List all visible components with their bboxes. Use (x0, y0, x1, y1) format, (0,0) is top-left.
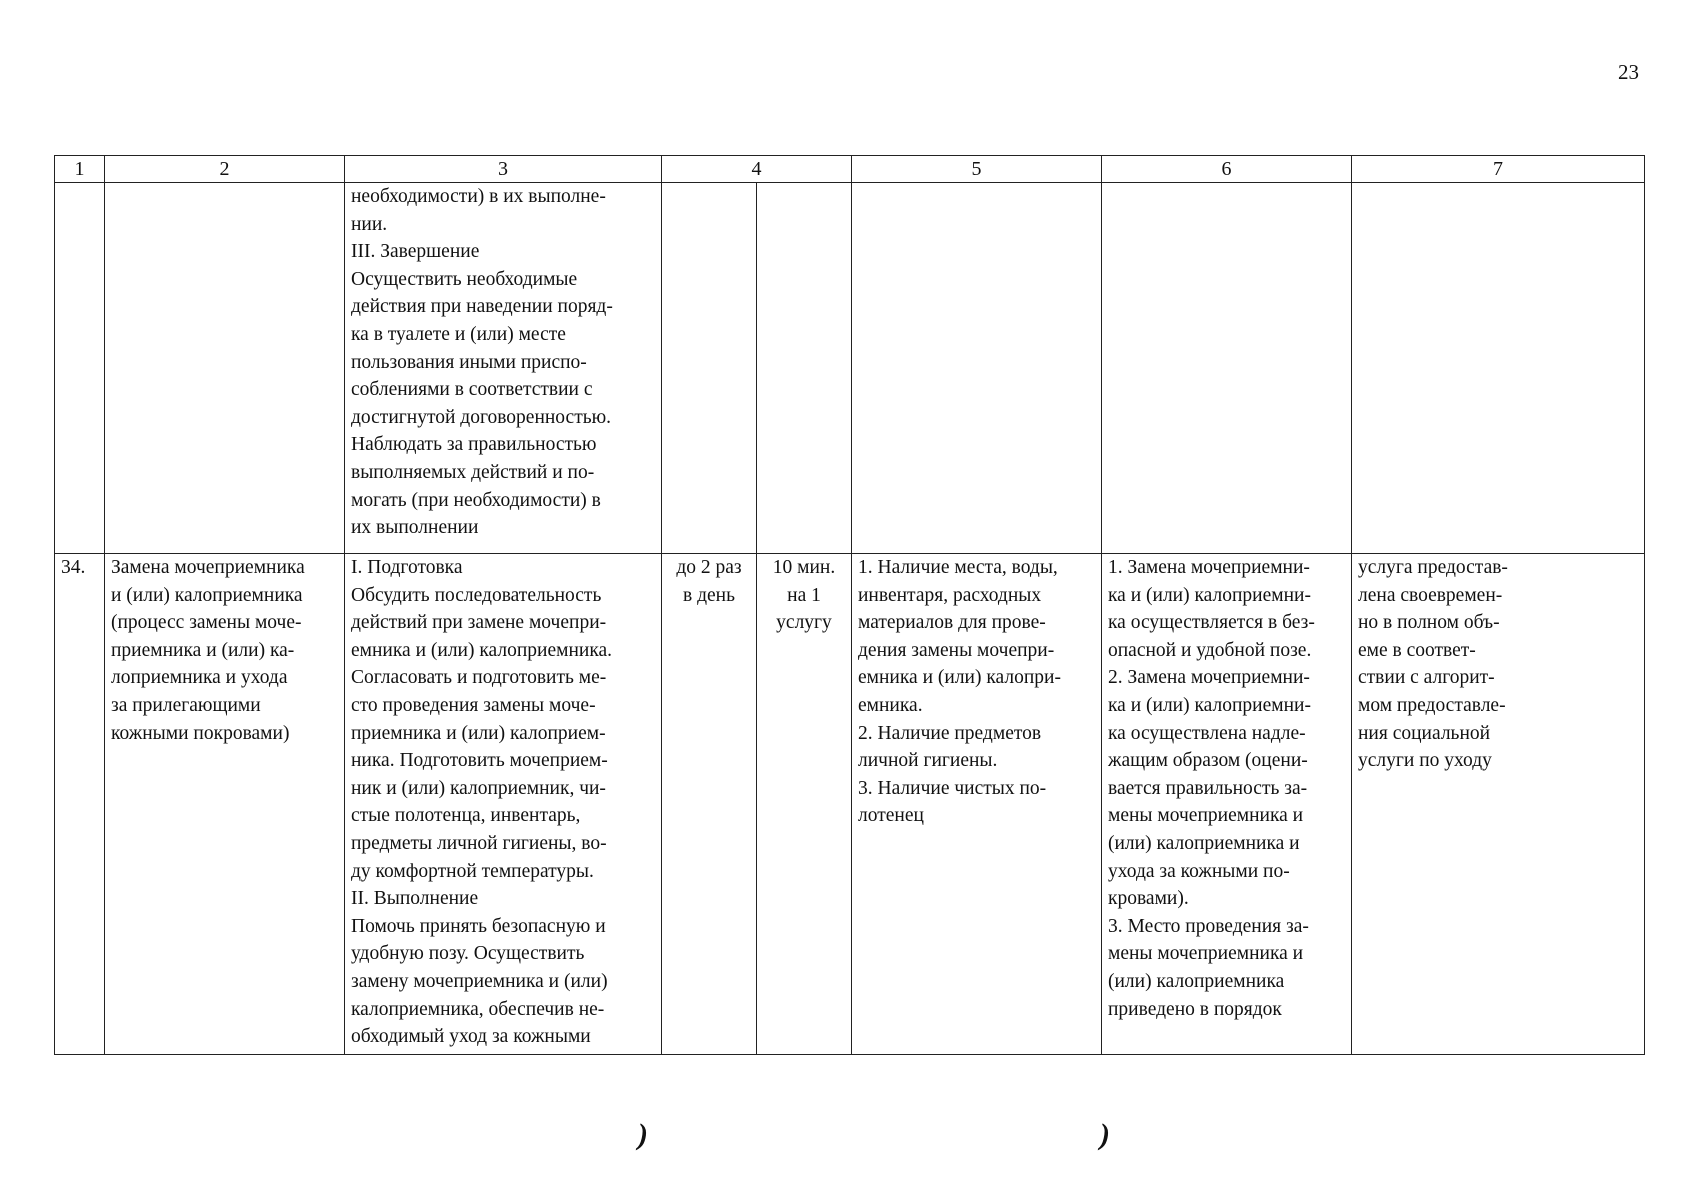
column-header: 2 (105, 156, 345, 183)
column-header: 7 (1352, 156, 1645, 183)
page-number: 23 (1618, 60, 1639, 84)
empty-cell (852, 183, 1102, 554)
handwritten-mark: ) (1100, 1118, 1110, 1151)
handwritten-mark: ) (638, 1118, 648, 1151)
empty-cell (662, 183, 757, 554)
evaluation-cell: услуга предостав- лена своевремен- но в полном объ- eме в соответ- ствии с алгорит- мом предоставле- ния социальной услуги по уходу (1352, 554, 1645, 1055)
procedure-cell: необходимости) в их выполне- нии. III. Завершение Осуществить необходимые действия при наведении поряд- ка в туалете и (или) месте пользования иными приспо- соблениями в соответствии с достигнутой договоренностью. Наблюдать за правильностью выполняемых действий и по- могать (при необходимости) в их выполнении (345, 183, 662, 554)
empty-cell (1102, 183, 1352, 554)
duration-cell: 10 мин. на 1 услугу (757, 554, 852, 1055)
column-header: 1 (55, 156, 105, 183)
table-row (55, 554, 1645, 1055)
empty-cell (757, 183, 852, 554)
empty-cell (55, 183, 105, 554)
frequency-cell: до 2 раз в день (662, 554, 757, 1055)
empty-cell (1352, 183, 1645, 554)
service-name-cell: Замена мочеприемника и (или) калоприемника (процесс замены моче- приемника и (или) ка- лоприемника и ухода за прилегающими кожными покровами) (105, 554, 345, 1055)
continuation-row (55, 183, 1645, 554)
column-header: 4 (662, 156, 852, 183)
conditions-cell: 1. Наличие места, воды, инвентаря, расходных материалов для прове- дения замены мочепри- емника и (или) калопри- емника. 2. Наличие предметов личной гигиены. 3. Наличие чистых по- лотенец (852, 554, 1102, 1055)
column-header: 5 (852, 156, 1102, 183)
column-number-row (55, 156, 1645, 183)
procedure-cell: I. Подготовка Обсудить последовательность действий при замене мочепри- емника и (или) калоприемника. Согласовать и подготовить ме- сто проведения замены моче- приемника и (или) калоприем- ника. Подготовить мочеприем- ник и (или) калоприемник, чи- стые полотенца, инвентарь, предметы личной гигиены, во- ду комфортной температуры. II. Выполнение Помочь принять безопасную и удобную позу. Осуществить замену мочеприемника и (или) калоприемника, обеспечив не- обходимый уход за кожными (345, 554, 662, 1055)
service-standards-table (54, 155, 1645, 1055)
empty-cell (105, 183, 345, 554)
column-header: 3 (345, 156, 662, 183)
column-header: 6 (1102, 156, 1352, 183)
item-number-cell: 34. (55, 554, 105, 1055)
quality-indicators-cell: 1. Замена мочеприемни- ка и (или) калоприемни- ка осуществляется в без- опасной и удобной позе. 2. Замена мочеприемни- ка и (или) калоприемни- ка осуществлена надле- жащим образом (оцени- вается правильность за- мены мочеприемника и (или) калоприемника и ухода за кожными по- кровами). 3. Место проведения за- мены мочеприемника и (или) калоприемника приведено в порядок (1102, 554, 1352, 1055)
